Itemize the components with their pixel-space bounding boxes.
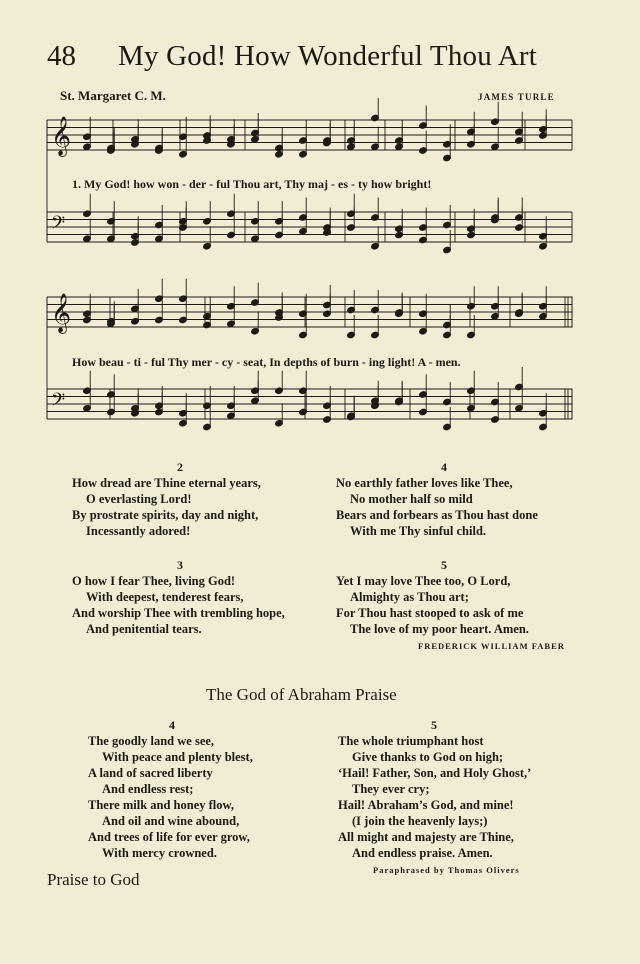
stanza-line: For Thou hast stooped to ask of me (336, 606, 524, 620)
stanza-line: Almighty as Thou art; (350, 590, 469, 604)
stanza-line: They ever cry; (352, 782, 430, 796)
stanza-line: By prostrate spirits, day and night, (72, 508, 259, 522)
stanza-line: And oil and wine abound, (102, 814, 240, 828)
stanza-line: How dread are Thine eternal years, (72, 476, 261, 490)
stanza-line: And endless praise. Amen. (352, 846, 493, 860)
stanza-number: 4 (441, 460, 447, 474)
stanza-2 (72, 460, 322, 539)
stanza-5 (336, 558, 596, 637)
lyrics-line-2: How beau - ti - ful Thy mer - cy - seat, In depths of burn - ing light! A - men. (72, 355, 461, 369)
stanza-number: 5 (441, 558, 447, 572)
lyrics-line-1: 1. My God! how won - der - ful Thou art, Thy maj - es - ty how bright! (72, 177, 432, 191)
composer-credit: JAMES TURLE (478, 92, 555, 102)
stanza-number: 5 (431, 718, 437, 732)
bass-clef-icon: 𝄢 (51, 213, 66, 238)
stanza-line: O how I fear Thee, living God! (72, 574, 236, 588)
hymn-number: 48 (47, 40, 76, 72)
stanza-line: There milk and honey flow, (88, 798, 234, 812)
stanza-line: With me Thy sinful child. (350, 524, 487, 538)
stanza-line: ‘Hail! Father, Son, and Holy Ghost,’ (338, 766, 532, 780)
stanza-5-abraham (338, 718, 598, 861)
stanza-line: The whole triumphant host (338, 734, 484, 748)
stanza-number: 4 (169, 718, 175, 732)
stanza-line: And trees of life for ever grow, (88, 830, 250, 844)
stanza-line: (I join the heavenly lays;) (352, 814, 488, 828)
stanza-line: And worship Thee with trembling hope, (72, 606, 285, 620)
stanza-line: With deepest, tenderest fears, (86, 590, 244, 604)
stanza-line: And endless rest; (102, 782, 194, 796)
staff (47, 297, 572, 327)
music-score (0, 0, 640, 460)
stanza-line: With peace and plenty blest, (102, 750, 253, 764)
tune-name: St. Margaret C. M. (60, 88, 166, 103)
stanza-line: O everlasting Lord! (86, 492, 192, 506)
stanza-line: Yet I may love Thee too, O Lord, (336, 574, 511, 588)
stanza-line: All might and majesty are Thine, (338, 830, 514, 844)
paraphrase-credit: Paraphrased by Thomas Olivers (373, 865, 520, 875)
stanza-3 (72, 558, 322, 637)
stanza-line: The love of my poor heart. Amen. (350, 622, 529, 636)
stanza-number: 3 (177, 558, 183, 572)
author-credit: FREDERICK WILLIAM FABER (418, 641, 565, 651)
stanza-line: Give thanks to God on high; (352, 750, 504, 764)
treble-clef-icon: 𝄞 (51, 116, 72, 156)
stanza-line: Bears and forbears as Thou hast done (336, 508, 538, 522)
stanza-line: Incessantly adored! (86, 524, 191, 538)
stanza-line: The goodly land we see, (88, 734, 215, 748)
stanza-line: No earthly father loves like Thee, (336, 476, 513, 490)
stanza-4 (336, 460, 596, 539)
bass-clef-icon: 𝄢 (51, 390, 66, 415)
hymn-title: My God! How Wonderful Thou Art (118, 40, 538, 72)
stanza-4-abraham (88, 718, 328, 861)
stanza-number: 2 (177, 460, 183, 474)
stanza-line: No mother half so mild (350, 492, 473, 506)
stanza-line: A land of sacred liberty (88, 766, 213, 780)
stanza-line: With mercy crowned. (102, 846, 217, 860)
second-hymn-title: The God of Abraham Praise (206, 685, 397, 704)
treble-clef-icon: 𝄞 (51, 293, 72, 333)
stanza-line: Hail! Abraham’s God, and mine! (338, 798, 514, 812)
section-footer: Praise to God (47, 870, 140, 889)
stanza-line: And penitential tears. (86, 622, 202, 636)
